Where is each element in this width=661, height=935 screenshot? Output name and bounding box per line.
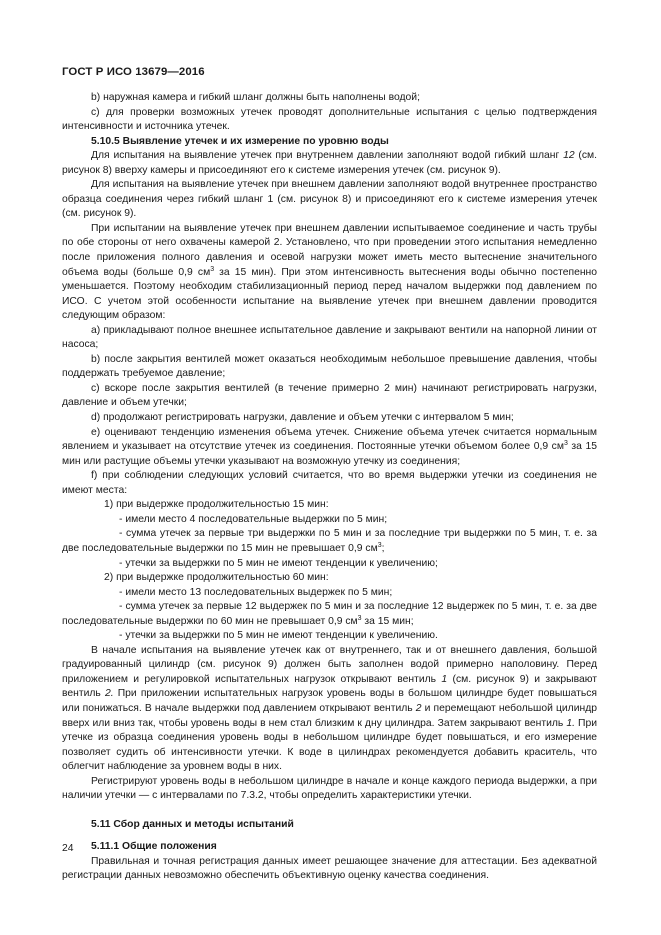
paragraph-general: Правильная и точная регистрация данных имеет решающее значение для аттестации. Без адекватной регистрации данных невозможно обеспечить объективную оценку качества соединения.	[62, 855, 597, 882]
condition-60-min-c: - утечки за выдержки по 5 мин не имеют тенденции к увеличению.	[119, 630, 438, 642]
document-header: ГОСТ Р ИСО 13679—2016	[62, 66, 205, 78]
paragraph-internal-pressure: Для испытания на выявление утечек при внутреннем давлении заполняют водой гибкий шланг 12 (см. рисунок 8) вверху камеры и присоединяют его к системе измерения утечек (см. рисунок 9).	[62, 150, 597, 176]
section-heading-5-10-5: 5.10.5 Выявление утечек и их измерение по уровню воды	[91, 135, 389, 147]
paragraph-cylinder: В начале испытания на выявление утечек как от внутреннего, так и от внешнего давления, большой градуированный цилиндр (см. рисунок 9) должен быть заполнен водой примерно наполовину. Перед приложением и регулировкой испытательных нагрузок открывают вентиль 1 (см. рисунок 9) и закрывают вентиль 2. При приложении испытательных нагрузок уровень воды в большом цилиндре будет повышаться или понижаться. В начале выдержки под давлением открывают вентиль 2 и перемещают небольшой цилиндр вверх или вниз так, чтобы уровень воды в нем стал близким к дну цилиндра. Затем закрывают вентиль 1. При утечке из образца соединения уровень воды в небольшом цилиндре будет повышаться, и его измерение позволяет судить об интенсивности утечки. К воде в цилиндрах рекомендуется добавить краситель, что облегчит наблюдение за уровнем воды в них.	[62, 644, 597, 773]
step-e: е) оценивают тенденцию изменения объема утечек. Снижение объема утечек считается нормальным явлением и указывает на отсутствие утечек из соединения. Постоянные утечки объемом более 0,9 $см^3$ за 15 мин или растущие объемы утечки указывают на возможную утечку из соединения;	[62, 426, 598, 467]
step-c: с) вскоре после закрытия вентилей (в течение примерно 2 мин) начинают регистрировать нагрузки, давление и объем утечки;	[62, 382, 597, 409]
step-f: f) при соблюдении следующих условий считается, что во время выдержки утечки из соединения не имеют места:	[62, 470, 597, 496]
paragraph-external-procedure: При испытании на выявление утечек при внешнем давлении испытываемое соединение и часть трубы по обе стороны от него охвачены камерой 2. Установлено, что при проведении этого испытания немедленно после приложения полного давления и осевой нагрузки может иметь место вытеснение значительного объема воды (больше 0,9 $см^3$ за 15 мин). При этом интенсивность вытеснения воды обычно постепенно уменьшается. Поэтому необходим стабилизационный период перед началом выдержки под давлением по ИСО. С учетом этой особенности испытание на выявление утечек при внешнем давлении проводится следующим образом:	[62, 222, 597, 322]
paragraph-record-level: Регистрируют уровень воды в небольшом цилиндре в начале и конце каждого периода выдержки, а при наличии утечки — с интервалами по 7.3.2, чтобы определить характеристики утечки.	[62, 775, 597, 802]
condition-60-min-a: - имели место 13 последовательных выдержек по 5 мин;	[119, 586, 393, 598]
condition-15-min-a: - имели место 4 последовательные выдержки по 5 мин;	[119, 513, 388, 525]
step-b: b) после закрытия вентилей может оказаться необходимым небольшое превышение давления, чтобы поддержать требуемое давление;	[62, 353, 597, 380]
condition-15-min: 1) при выдержке продолжительностью 15 мин:	[104, 499, 329, 511]
page-number: 24	[62, 843, 74, 854]
paragraph-external-pressure: Для испытания на выявление утечек при внешнем давлении заполняют водой внутреннее пространство образца соединения через гибкий шланг 1 (см. рисунок 8) и присоединяют его к системе измерения утечек (см. рисунок 9).	[62, 179, 597, 220]
section-heading-5-11: 5.11 Сбор данных и методы испытаний	[91, 818, 294, 830]
condition-60-min-b: - сумма утечек за первые 12 выдержек по 5 мин и за последние 12 выдержек по 5 мин, т. е. за две последовательные выдержки по 60 мин не превышает 0,9 $см^3$ за 15 мин;	[62, 601, 597, 627]
list-item-b: b) наружная камера и гибкий шланг должны быть наполнены водой;	[91, 92, 420, 103]
condition-15-min-c: - утечки за выдержки по 5 мин не имеют тенденции к увеличению;	[119, 557, 438, 569]
step-d: d) продолжают регистрировать нагрузки, давление и объем утечки с интервалом 5 мин;	[91, 412, 514, 424]
step-a: а) прикладывают полное внешнее испытательное давление и закрывают вентили на напорной линии от насоса;	[62, 324, 597, 351]
condition-60-min: 2) при выдержке продолжительностью 60 мин:	[104, 572, 329, 584]
condition-15-min-b: - сумма утечек за первые три выдержки по 5 мин и за последние три выдержки по 5 мин, т. е. за две последовательные выдержки по 15 мин не превышает 0,9 $см^3$;	[62, 528, 597, 554]
list-item-c: с) для проверки возможных утечек проводят дополнительные испытания с целью подтверждения интенсивности и источника утечек.	[62, 106, 597, 133]
section-heading-5-11-1: 5.11.1 Общие положения	[91, 841, 217, 853]
document-body	[62, 91, 597, 884]
